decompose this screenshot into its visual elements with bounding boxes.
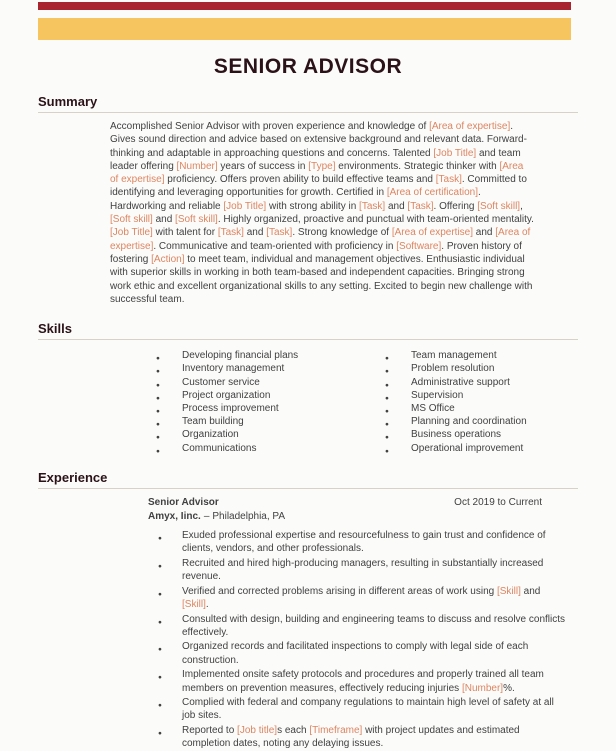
placeholder-token: [Job Title]	[110, 227, 153, 239]
skills-column-left	[148, 349, 377, 455]
placeholder-token: [Area of certification]	[386, 187, 478, 199]
placeholder-token: [Area of expertise]	[429, 121, 511, 132]
skill-item: ● Team building	[148, 415, 377, 428]
placeholder-token: [Area of expertise]	[110, 227, 531, 252]
skill-item: ● Project organization	[148, 389, 377, 402]
placeholder-token: [Number]	[461, 682, 504, 694]
skill-item: ● Customer service	[148, 376, 377, 389]
experience-bullet: ● Consulted with design, building and engineering teams to discuss and resolve conflicts effectively.	[110, 613, 568, 639]
skill-item: ● Operational improvement	[377, 442, 597, 455]
summary-text: Accomplished Senior Advisor with proven experience and knowledge of [Area of expertise]. Gives sound direction and advice based on extensive background and relevant data. Forward-thinking and adaptable in approaching questions and concerns. Talented [Job Title] and team leader offering [Number] years of success in [Type] environments. Strategic thinker with [Area of expertise] proficiency. Offers proven ability to build effective teams and [Task]. Committed to identifying and leveraging opportunities for growth. Certified in [Area of certification]. Hardworking and reliable [Job Title] with strong ability in [Task] and [Task]. Offering [Soft skill], [Soft skill] and [Soft skill]. Highly organized, proactive and punctual with team-oriented mentality. [Job Title] with talent for [Task] and [Task]. Strong knowledge of [Area of expertise] and [Area of expertise]. Communicative and team-oriented with proficiency in [Software]. Proven history of fostering [Action] to meet team, individual and management objectives. Enthusiastic individual with superior skills in working in both team-based and independent capacities. Bringing strong work ethic and excellent organizational skills to any setting. Excited to begin new challenge with successful team.	[110, 121, 534, 305]
top-red-bar	[38, 2, 571, 10]
gold-accent-bar	[38, 18, 571, 40]
skill-item: ● Planning and coordination	[377, 415, 597, 428]
placeholder-token: [Skill]	[496, 585, 521, 597]
placeholder-token: [Task]	[407, 200, 434, 212]
skills-column-right	[377, 349, 597, 455]
placeholder-token: [Job Title]	[433, 147, 477, 159]
skill-item: ● Organization	[148, 428, 377, 441]
placeholder-token: [Skill]	[182, 598, 206, 610]
summary-heading: Summary	[38, 95, 578, 113]
job-header	[110, 496, 570, 509]
placeholder-token: [Area of expertise]	[110, 160, 524, 186]
placeholder-token: [Area of expertise]	[391, 227, 474, 239]
skill-item: ● Supervision	[377, 389, 597, 402]
placeholder-token: [Task]	[217, 227, 244, 239]
skill-item: ● Inventory management	[148, 362, 377, 375]
placeholder-token: [Job title]	[237, 725, 278, 737]
placeholder-token: [Soft skill]	[110, 214, 153, 226]
skills-columns	[148, 349, 616, 455]
placeholder-token: [Soft skill]	[477, 200, 521, 212]
job-title: Senior Advisor	[148, 496, 219, 508]
placeholder-token: [Soft skill]	[175, 214, 218, 226]
experience-bullet: ● Recruited and hired high-producing managers, resulting in substantially increased revenue.	[110, 557, 568, 583]
skill-item: ● Business operations	[377, 428, 597, 441]
resume-page	[0, 2, 616, 750]
experience-bullet: ● Implemented onsite safety protocols and procedures and properly trained all team members on prevention measures, effectively reducing injuries [Number]%.	[110, 668, 568, 694]
placeholder-token: [Job Title]	[223, 200, 267, 212]
skills-section	[0, 322, 616, 455]
skill-item: ● Developing financial plans	[148, 349, 377, 362]
job-dates: Oct 2019 to Current	[454, 496, 542, 508]
experience-bullet: ● Complied with federal and company regulations to maintain high level of safety at all job sites.	[110, 696, 568, 722]
skill-item: ● Problem resolution	[377, 362, 597, 375]
placeholder-token: [Task]	[359, 200, 386, 212]
skill-item: ● Communications	[148, 442, 377, 455]
summary-section	[0, 95, 616, 306]
experience-bullet: ● Verified and corrected problems arising in different areas of work using [Skill] and [Skill].	[110, 585, 568, 611]
company-location-separator: –	[203, 510, 210, 522]
experience-section	[0, 471, 616, 751]
placeholder-token: [Action]	[151, 253, 185, 265]
company-name: Amyx, Iinc.	[148, 510, 201, 522]
placeholder-token: [Task]	[266, 227, 293, 239]
job-company-line	[110, 510, 570, 523]
job-location: Philadelphia, PA	[212, 510, 286, 522]
experience-bullet: ● Organized records and facilitated inspections to comply with legal side of each construction.	[110, 640, 568, 666]
experience-bullet: ● Reported to [Job title]s each [Timeframe] with project updates and estimated completion dates, noting any delaying issues.	[110, 724, 568, 750]
experience-heading: Experience	[38, 471, 578, 489]
skill-item: ● Process improvement	[148, 402, 377, 415]
job-entry	[110, 496, 570, 751]
experience-bullet: ● Exuded professional expertise and resourcefulness to gain trust and confidence of clients, vendors, and other professionals.	[110, 529, 568, 555]
job-bullets	[110, 529, 568, 751]
placeholder-token: [Number]	[176, 160, 218, 172]
resume-title: SENIOR ADVISOR	[213, 55, 403, 78]
placeholder-token: [Software]	[396, 240, 442, 252]
skills-heading: Skills	[38, 322, 578, 340]
skill-item: ● MS Office	[377, 402, 597, 415]
placeholder-token: [Timeframe]	[309, 725, 363, 737]
placeholder-token: [Task]	[435, 174, 462, 186]
placeholder-token: [Type]	[308, 160, 336, 172]
skill-item: ● Administrative support	[377, 376, 597, 389]
skill-item: ● Team management	[377, 349, 597, 362]
